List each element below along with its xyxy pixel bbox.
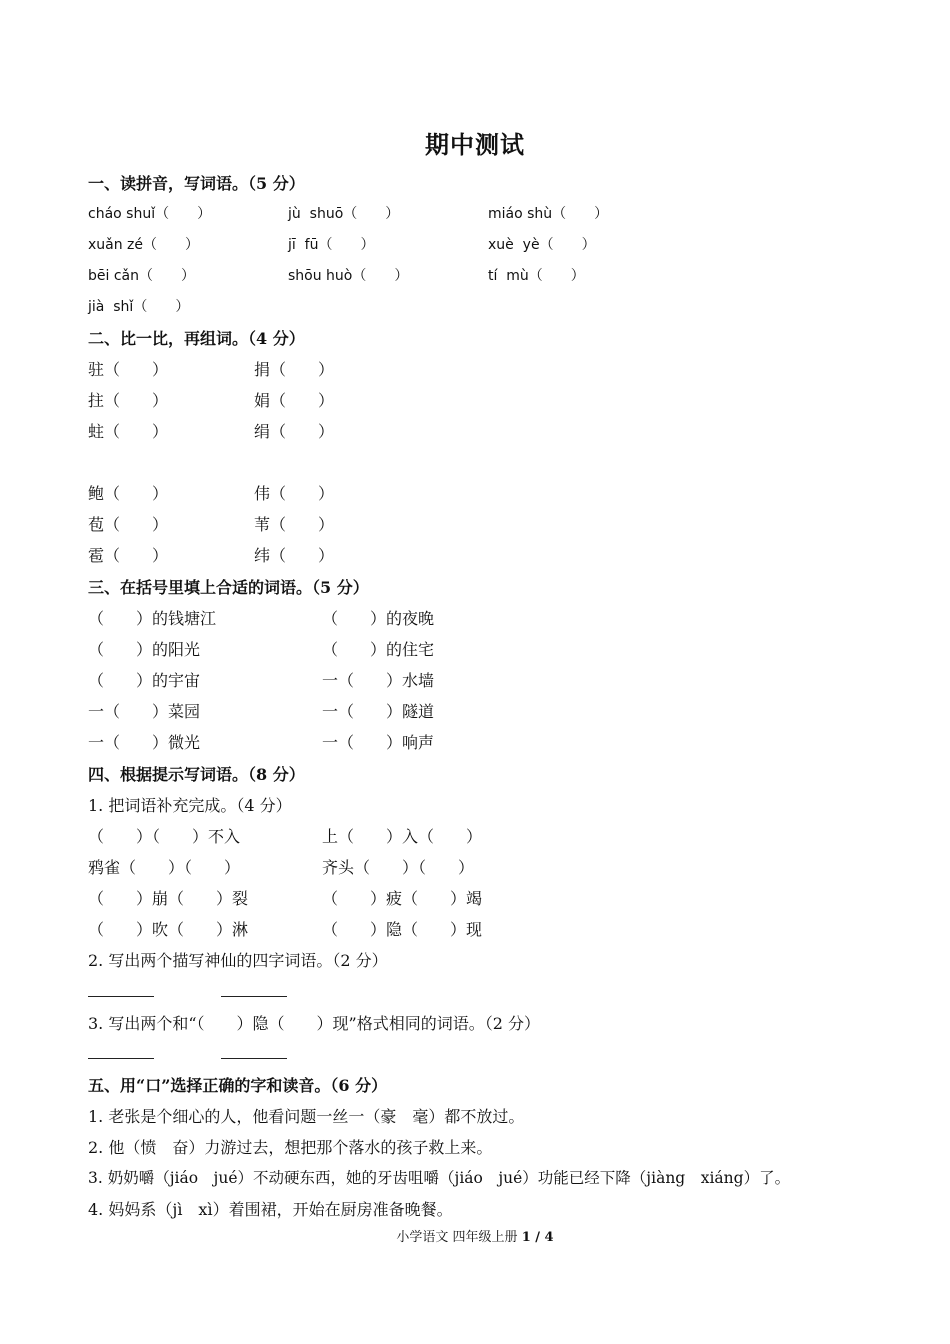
compare-item: 娟（ ）	[254, 391, 335, 410]
section1-heading: 一、读拼音，写词语。（5 分）	[88, 174, 305, 193]
answer-line	[88, 996, 154, 997]
idiom-item: 上（ ）入（ ）	[322, 827, 483, 846]
pinyin-item: xuè yè（ ）	[488, 237, 596, 253]
compare-item: 雹（ ）	[88, 546, 169, 565]
compare-item: 苇（ ）	[254, 515, 335, 534]
compare-item: 捐（ ）	[254, 360, 335, 379]
idiom-item: （ ）隐（ ）现	[322, 920, 483, 939]
pinyin-item: tí mù（ ）	[488, 268, 585, 284]
section4-heading: 四、根据提示写词语。（8 分）	[88, 765, 305, 784]
question-3: 3. 写出两个和“（ ）隐（ ）现”格式相同的词语。（2 分）	[88, 1014, 540, 1033]
answer-line	[221, 996, 287, 997]
idiom-item: 鸦雀（ ）（ ）	[88, 858, 241, 877]
compare-item: 伟（ ）	[254, 484, 335, 503]
pinyin-item: jī fū（ ）	[288, 237, 375, 253]
question-1: 1. 把词语补充完成。（4 分）	[88, 796, 292, 815]
choice-line: 4. 妈妈系（jì xì）着围裙，开始在厨房准备晚餐。	[88, 1200, 453, 1219]
section2-heading: 二、比一比，再组词。（4 分）	[88, 329, 305, 348]
answer-line	[221, 1058, 287, 1059]
pinyin-item: jù shuō（ ）	[288, 206, 400, 222]
fill-item: 一（ ）水墙	[322, 671, 435, 690]
fill-item: （ ）的阳光	[88, 640, 201, 659]
page-title: 期中测试	[425, 130, 525, 159]
answer-line	[88, 1058, 154, 1059]
compare-item: 鲍（ ）	[88, 484, 169, 503]
page-footer	[0, 1226, 950, 1245]
pinyin-item: bēi cǎn（ ）	[88, 268, 195, 284]
fill-item: 一（ ）响声	[322, 733, 435, 752]
fill-item: （ ）的住宅	[322, 640, 435, 659]
fill-item: （ ）的夜晚	[322, 609, 435, 628]
choice-line: 2. 他（愤 奋）力游过去，想把那个落水的孩子救上来。	[88, 1138, 493, 1157]
idiom-item: 齐头（ ）（ ）	[322, 858, 475, 877]
pinyin-item: xuǎn zé（ ）	[88, 237, 200, 253]
idiom-item: （ ）崩（ ）裂	[88, 889, 249, 908]
compare-item: 驻（ ）	[88, 360, 169, 379]
fill-item: 一（ ）菜园	[88, 702, 201, 721]
compare-item: 绢（ ）	[254, 422, 335, 441]
fill-item: 一（ ）隧道	[322, 702, 435, 721]
idiom-item: （ ）（ ）不入	[88, 827, 241, 846]
question-2: 2. 写出两个描写神仙的四字词语。（2 分）	[88, 951, 388, 970]
footer-label: 小学语文 四年级上册	[396, 1230, 518, 1245]
compare-item: 蛀（ ）	[88, 422, 169, 441]
fill-item: （ ）的宇宙	[88, 671, 201, 690]
pinyin-item: cháo shuǐ（ ）	[88, 206, 212, 222]
compare-item: 拄（ ）	[88, 391, 169, 410]
choice-line: 1. 老张是个细心的人，他看问题一丝一（豪 毫）都不放过。	[88, 1107, 525, 1126]
section3-heading: 三、在括号里填上合适的词语。（5 分）	[88, 578, 369, 597]
compare-item: 苞（ ）	[88, 515, 169, 534]
compare-item: 纬（ ）	[254, 546, 335, 565]
pinyin-item: miáo shù（ ）	[488, 206, 609, 222]
pinyin-item: shōu huò（ ）	[288, 268, 409, 284]
pinyin-item: jià shǐ（ ）	[88, 299, 190, 315]
idiom-item: （ ）吹（ ）淋	[88, 920, 249, 939]
section5-heading: 五、用“口”选择正确的字和读音。（6 分）	[88, 1076, 388, 1095]
fill-item: （ ）的钱塘江	[88, 609, 217, 628]
choice-line: 3. 奶奶嚼（jiáo jué）不动硬东西，她的牙齿咀嚼（jiáo jué）功能已经下降（jiàng xiáng）了。	[88, 1169, 791, 1187]
idiom-item: （ ）疲（ ）竭	[322, 889, 483, 908]
page-number: 1 / 4	[521, 1230, 554, 1245]
fill-item: 一（ ）微光	[88, 733, 201, 752]
